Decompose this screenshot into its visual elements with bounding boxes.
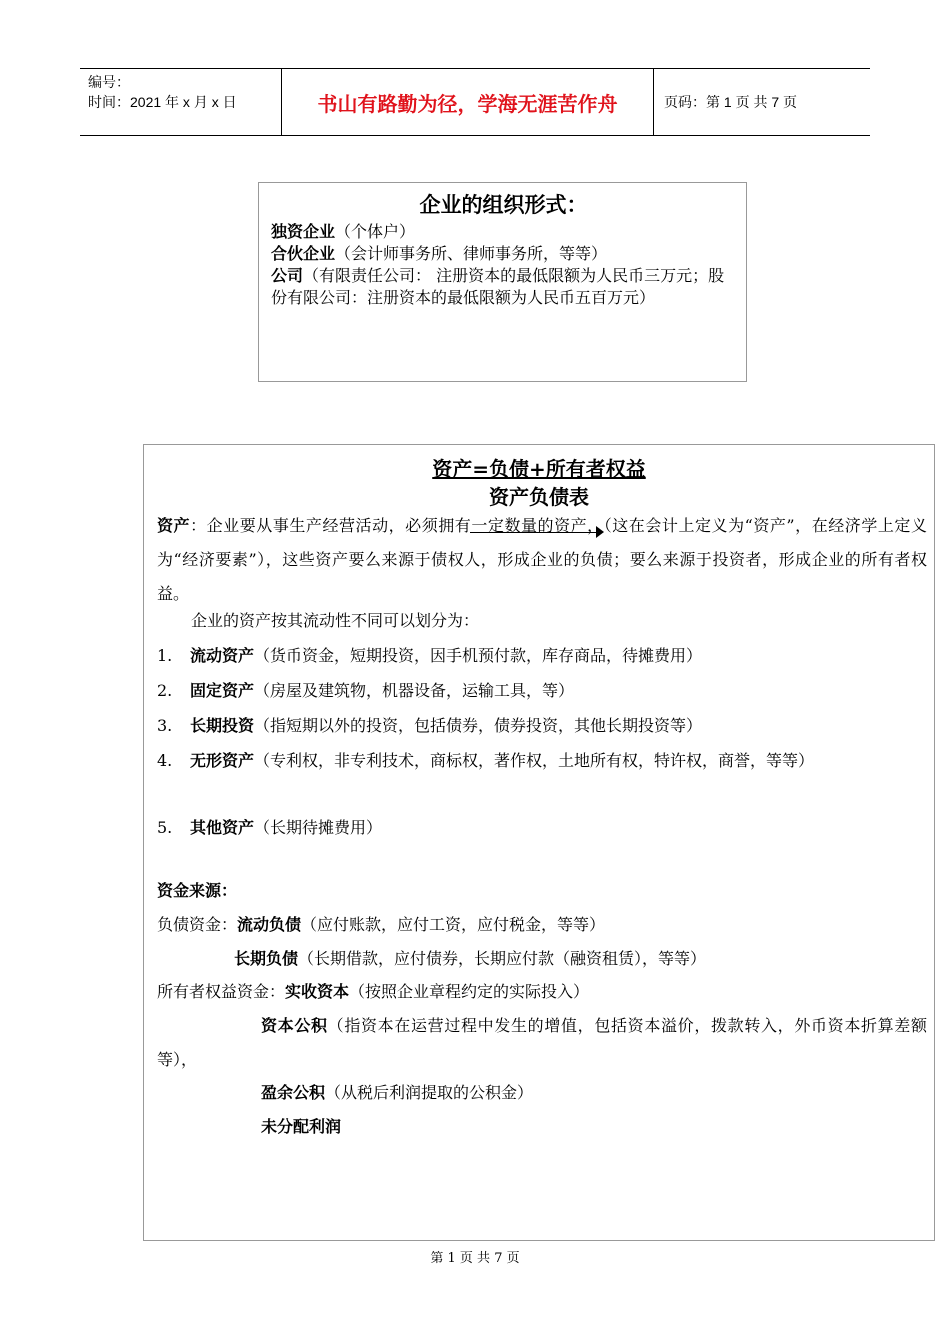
balance-sheet-box [143, 444, 935, 1241]
equity-funds-label: 所有者权益资金： [157, 982, 286, 1001]
partnership-term: 合伙企业 [271, 244, 336, 263]
organization-forms-title: 企业的组织形式： [419, 192, 588, 217]
number-label: 编号： [88, 74, 130, 90]
list-item-term: 其他资产 [190, 818, 255, 837]
undistributed-profit-term: 未分配利润 [261, 1117, 342, 1136]
asset-term: 资产 [157, 516, 191, 535]
time-label: 时间：2021 年 x 月 x 日 [88, 94, 237, 110]
company-term: 公司 [271, 266, 304, 285]
list-item-desc: （长期待摊费用） [254, 818, 383, 837]
organization-forms-box [258, 182, 747, 382]
paid-in-capital-term: 实收资本 [285, 982, 350, 1001]
list-item-number: 2. [157, 681, 173, 700]
long-term-liabilities-term: 长期负债 [234, 949, 299, 968]
equity-funds-line [157, 975, 589, 1009]
long-term-liabilities-desc: （长期借款，应付债券，长期应付款（融资租赁），等等） [298, 949, 707, 968]
list-item-number: 1. [157, 646, 173, 665]
partnership-line [271, 243, 736, 265]
asset-definition-text: ：企业要从事生产经营活动，必须拥有一定数量的资产，（这在会计上定义为“资产”，在经济学上定义为“经济要素”），这些资产要么来源于债权人，形成企业的负债；要么来源于投资者，形成企业的所有者权益。 [157, 516, 927, 603]
sole-proprietorship-desc: （个体户） [335, 222, 416, 241]
list-item [157, 639, 927, 673]
accounting-equation-title: 资产=负债+所有者权益 [432, 457, 646, 481]
capital-reserve-desc: （指资本在运营过程中发生的增值，包括资本溢价，拨款转入，外币资本折算差额等）， [157, 1016, 927, 1069]
list-item-number: 3. [157, 716, 173, 735]
header-page-info: 页码：第 1 页 共 7 页 [664, 94, 798, 110]
list-item-term: 无形资产 [190, 751, 255, 770]
surplus-reserve-term: 盈余公积 [261, 1083, 326, 1102]
current-liabilities-term: 流动负债 [237, 915, 302, 934]
list-item-desc: （货币资金，短期投资，因手机预付款，库存商品，待摊费用） [254, 646, 703, 665]
surplus-reserve-line [261, 1076, 533, 1110]
paid-in-capital-desc: （按照企业章程约定的实际投入） [349, 982, 590, 1001]
company-desc: （有限责任公司： 注册资本的最低限额为人民币三万元；股份有限公司：注册资本的最低限额为人民币五百万元） [271, 266, 725, 307]
page-footer: 第 1 页 共 7 页 [430, 1251, 520, 1266]
asset-definition-paragraph [157, 509, 927, 611]
long-term-liabilities-line [234, 942, 706, 976]
list-item-desc: （房屋及建筑物，机器设备，运输工具，等） [254, 681, 575, 700]
surplus-reserve-desc: （从税后利润提取的公积金） [325, 1083, 534, 1102]
debt-funds-label: 负债资金： [157, 915, 238, 934]
header-motto: 书山有路勤为径，学海无涯苦作舟 [282, 69, 654, 135]
debt-funds-line [157, 908, 605, 942]
list-item-desc: （专利权，非专利技术，商标权，著作权，土地所有权，特许权，商誉，等等） [254, 751, 815, 770]
list-item [157, 744, 927, 778]
sole-proprietorship-line [271, 221, 736, 243]
list-item [157, 674, 927, 708]
capital-reserve-paragraph [157, 1009, 927, 1077]
asset-classify-intro: 企业的资产按其流动性不同可以划分为： [191, 611, 480, 630]
list-item-term: 流动资产 [190, 646, 255, 665]
list-item-desc: （指短期以外的投资，包括债券，债券投资，其他长期投资等） [254, 716, 703, 735]
header-left-cell [80, 69, 282, 135]
list-item-number: 4. [157, 751, 173, 770]
sole-proprietorship-term: 独资企业 [271, 222, 336, 241]
header-table [80, 68, 870, 136]
capital-reserve-term: 资本公积 [261, 1016, 328, 1035]
balance-sheet-title: 资产负债表 [489, 485, 589, 509]
list-item [157, 811, 927, 845]
current-liabilities-desc: （应付账款，应付工资，应付税金，等等） [301, 915, 606, 934]
funds-source-title: 资金来源： [157, 881, 238, 900]
partnership-desc: （会计师事务所、律师事务所，等等） [335, 244, 608, 263]
list-item-term: 固定资产 [190, 681, 255, 700]
list-item-term: 长期投资 [190, 716, 255, 735]
list-item [157, 709, 927, 743]
list-item-number: 5. [157, 818, 173, 837]
company-line [271, 265, 736, 309]
